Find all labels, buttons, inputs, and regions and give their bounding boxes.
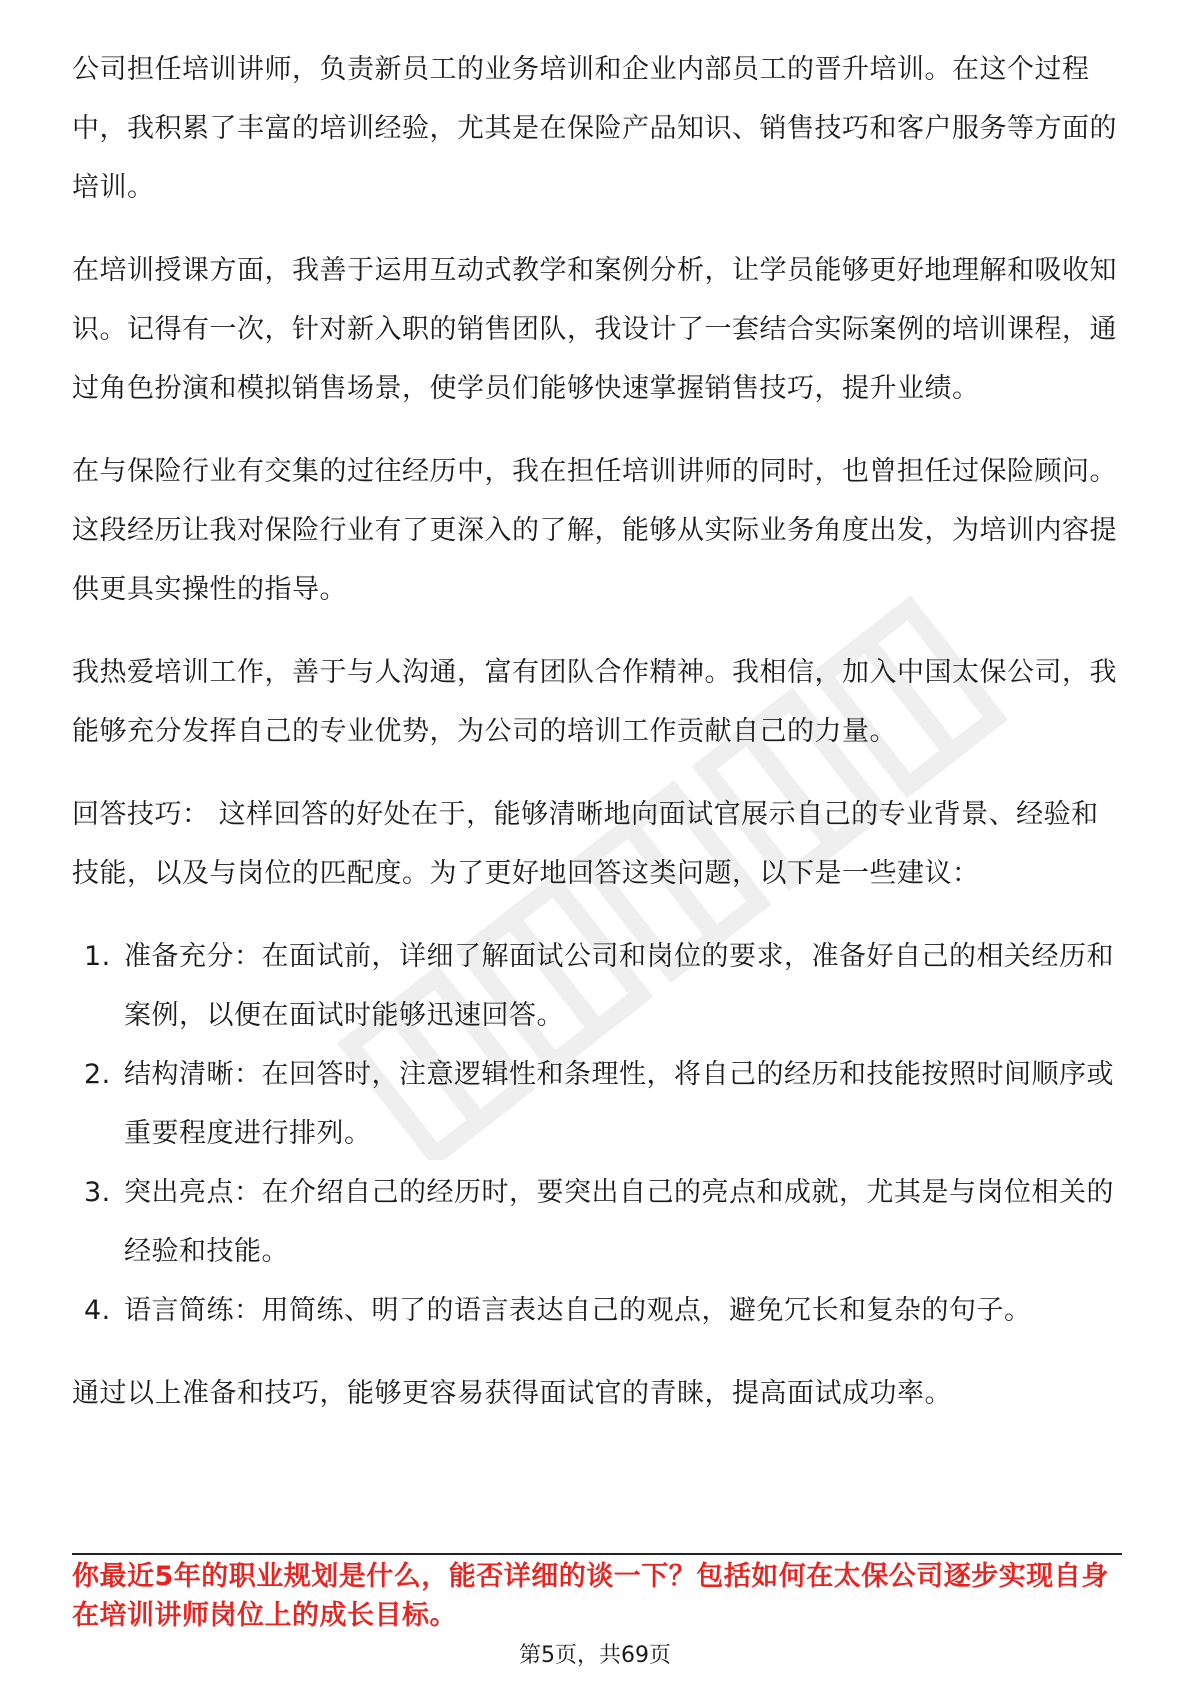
list-item [72, 927, 1122, 1045]
list-item [72, 1163, 1122, 1281]
page-number-footer: 第5页，共69页 [519, 1643, 671, 1668]
paragraph-conclusion: 通过以上准备和技巧，能够更容易获得面试官的青睐，提高面试成功率。 [72, 1378, 952, 1409]
next-question-heading: 你最近5年的职业规划是什么，能否详细的谈一下？包括如何在太保公司逐步实现自身在培训讲师岗位上的成长目标。 [72, 1561, 1109, 1631]
paragraph-answer-tips: 回答技巧： 这样回答的好处在于，能够清晰地向面试官展示自己的专业背景、经验和技能，以及与岗位的匹配度。为了更好地回答这类问题，以下是一些建议： [72, 799, 1099, 889]
list-item-text: 语言简练：用简练、明了的语言表达自己的观点，避免冗长和复杂的句子。 [124, 1295, 1032, 1326]
list-item-text: 准备充分：在面试前，详细了解面试公司和岗位的要求，准备好自己的相关经历和案例，以便在面试时能够迅速回答。 [124, 941, 1114, 1031]
list-item-number: 4. [84, 1295, 111, 1326]
list-item-text: 突出亮点：在介绍自己的经历时，要突出自己的亮点和成就，尤其是与岗位相关的经验和技能。 [124, 1177, 1114, 1267]
paragraph-training-experience: 公司担任培训讲师，负责新员工的业务培训和企业内部员工的晋升培训。在这个过程中，我积累了丰富的培训经验，尤其是在保险产品知识、销售技巧和客户服务等方面的培训。 [72, 54, 1117, 203]
paragraph-motivation: 我热爱培训工作，善于与人沟通，富有团队合作精神。我相信，加入中国太保公司，我能够充分发挥自己的专业优势，为公司的培训工作贡献自己的力量。 [72, 657, 1117, 747]
list-item [72, 1045, 1122, 1163]
section-divider [72, 1553, 1122, 1555]
list-item [72, 1281, 1122, 1340]
document-body [72, 40, 1122, 1447]
list-item-text: 结构清晰：在回答时，注意逻辑性和条理性，将自己的经历和技能按照时间顺序或重要程度进行排列。 [124, 1059, 1114, 1149]
list-item-number: 2. [84, 1059, 111, 1090]
paragraph-insurance-experience: 在与保险行业有交集的过往经历中，我在担任培训讲师的同时，也曾担任过保险顾问。这段经历让我对保险行业有了更深入的了解，能够从实际业务角度出发，为培训内容提供更具实操性的指导。 [72, 456, 1117, 605]
list-item-number: 3. [84, 1177, 111, 1208]
list-item-number: 1. [84, 941, 111, 972]
tips-list [72, 927, 1122, 1340]
paragraph-teaching-method: 在培训授课方面，我善于运用互动式教学和案例分析，让学员能够更好地理解和吸收知识。记得有一次，针对新入职的销售团队，我设计了一套结合实际案例的培训课程，通过角色扮演和模拟销售场景，使学员们能够快速掌握销售技巧，提升业绩。 [72, 255, 1117, 404]
